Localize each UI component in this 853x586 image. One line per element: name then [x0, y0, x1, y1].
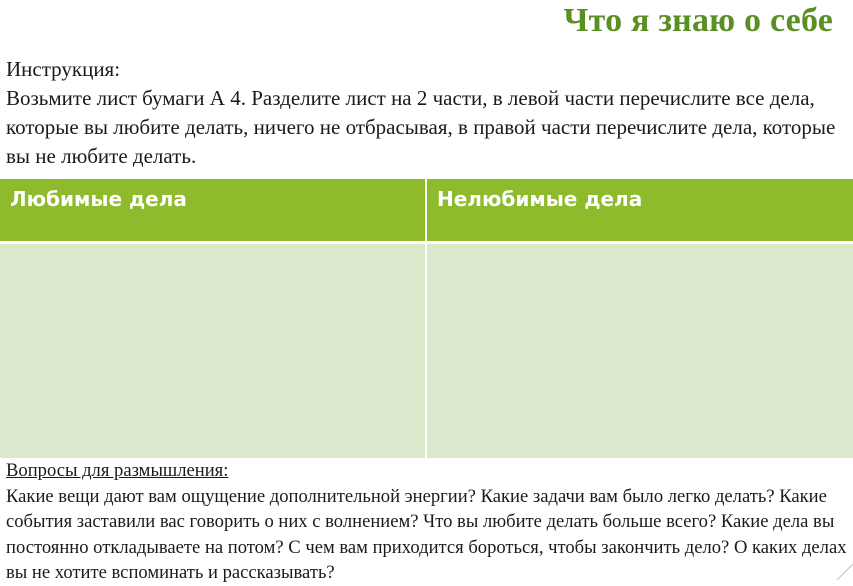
cell-disliked-tasks[interactable]: [425, 244, 853, 458]
header-liked-tasks: Любимые дела: [0, 179, 425, 244]
instruction-text: Возьмите лист бумаги А 4. Разделите лист на 2 части, в левой части перечислите все дела, которые вы любите делать, ничего не отбрасывая, в правой части перечислите дела, которые вы не любите делать.: [6, 86, 836, 168]
header-disliked-tasks: Нелюбимые дела: [425, 179, 853, 244]
page-title: Что я знаю о себе: [563, 2, 833, 39]
reflection-block: [6, 458, 848, 586]
page-corner-icon: [835, 562, 853, 580]
reflection-heading: Вопросы для размышления:: [6, 460, 229, 481]
instruction-label: Инструкция:: [6, 57, 121, 81]
cell-liked-tasks[interactable]: [0, 244, 425, 458]
reflection-text: Какие вещи дают вам ощущение дополнительной энергии? Какие задачи вам было легко делать? Какие события заставили вас говорить о них с волнением? Что вы любите делать больше всего? Какие дела вы постоянно откладываете на потом? С чем вам приходится бороться, чтобы закончить дело? О каких делах вы не хотите вспоминать и рассказывать?: [6, 485, 847, 583]
likes-dislikes-table: [0, 179, 853, 458]
instruction-block: [6, 55, 848, 171]
